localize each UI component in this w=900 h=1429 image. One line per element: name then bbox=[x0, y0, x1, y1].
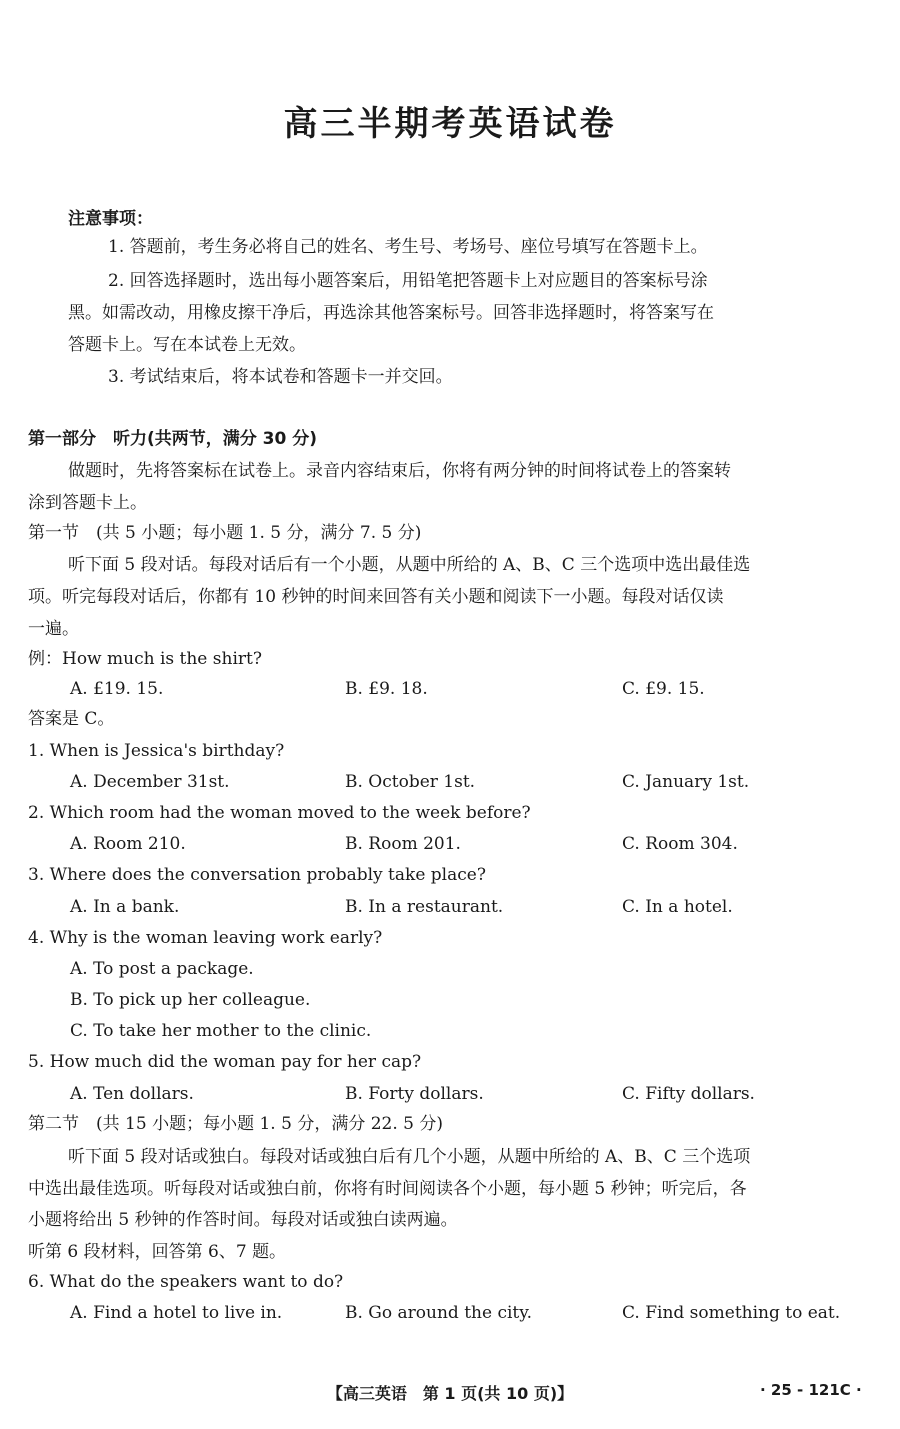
notice-heading: 注意事项： bbox=[68, 209, 153, 229]
section1-intro-2: 项。听完每段对话后，你都有 10 秒钟的时间来回答有关小题和阅读下一小题。每段对话仅读 bbox=[28, 587, 724, 607]
q2-option-c: C. Room 304. bbox=[622, 834, 738, 854]
example-answer: 答案是 C。 bbox=[28, 709, 115, 729]
q5-option-b: B. Forty dollars. bbox=[345, 1084, 484, 1104]
q6-option-c: C. Find something to eat. bbox=[622, 1303, 841, 1323]
paper-code: · 25 - 121C · bbox=[760, 1381, 862, 1399]
section1-intro-3: 一遍。 bbox=[28, 619, 79, 639]
q3-option-b: B. In a restaurant. bbox=[345, 897, 504, 917]
example-question: 例：How much is the shirt? bbox=[28, 649, 262, 669]
q1-option-b: B. October 1st. bbox=[345, 772, 476, 792]
part1-heading: 第一部分 听力(共两节，满分 30 分) bbox=[28, 429, 318, 449]
example-option-c: C. £9. 15. bbox=[622, 679, 705, 699]
q2-option-b: B. Room 201. bbox=[345, 834, 461, 854]
page-footer: 【高三英语 第 1 页(共 10 页)】 bbox=[326, 1384, 574, 1403]
section2-intro-1: 听下面 5 段对话或独白。每段对话或独白后有几个小题，从题中所给的 A、B、C 三个选项 bbox=[68, 1147, 751, 1167]
q4-option-c: C. To take her mother to the clinic. bbox=[70, 1021, 372, 1041]
section2-heading: 第二节 (共 15 小题；每小题 1. 5 分，满分 22. 5 分) bbox=[28, 1114, 444, 1134]
section2-intro-2: 中选出最佳选项。听每段对话或独白前，你将有时间阅读各个小题，每小题 5 秒钟；听完后，各 bbox=[28, 1179, 747, 1199]
section2-intro-3: 小题将给出 5 秒钟的作答时间。每段对话或独白读两遍。 bbox=[28, 1210, 458, 1230]
page-title: 高三半期考英语试卷 bbox=[283, 104, 617, 144]
notice-item-2-cont2: 答题卡上。写在本试卷上无效。 bbox=[68, 335, 306, 355]
part1-intro-1: 做题时，先将答案标在试卷上。录音内容结束后，你将有两分钟的时间将试卷上的答案转 bbox=[68, 461, 731, 481]
notice-item-3: 3. 考试结束后，将本试卷和答题卡一并交回。 bbox=[108, 367, 453, 387]
question-2: 2. Which room had the woman moved to the week before? bbox=[28, 803, 531, 823]
example-option-b: B. £9. 18. bbox=[345, 679, 428, 699]
notice-item-2-cont: 黑。如需改动，用橡皮擦干净后，再选涂其他答案标号。回答非选择题时，将答案写在 bbox=[68, 303, 714, 323]
q5-option-c: C. Fifty dollars. bbox=[622, 1084, 755, 1104]
section1-heading: 第一节 (共 5 小题；每小题 1. 5 分，满分 7. 5 分) bbox=[28, 523, 422, 543]
q4-option-a: A. To post a package. bbox=[70, 959, 254, 979]
q4-option-b: B. To pick up her colleague. bbox=[70, 990, 311, 1010]
q1-option-c: C. January 1st. bbox=[622, 772, 750, 792]
question-1: 1. When is Jessica's birthday? bbox=[28, 741, 285, 761]
question-3: 3. Where does the conversation probably take place? bbox=[28, 865, 486, 885]
notice-item-2: 2. 回答选择题时，选出每小题答案后，用铅笔把答题卡上对应题目的答案标号涂 bbox=[108, 271, 708, 291]
q2-option-a: A. Room 210. bbox=[70, 834, 186, 854]
q6-option-b: B. Go around the city. bbox=[345, 1303, 532, 1323]
q3-option-a: A. In a bank. bbox=[70, 897, 180, 917]
notice-item-1: 1. 答题前，考生务必将自己的姓名、考生号、考场号、座位号填写在答题卡上。 bbox=[108, 237, 708, 257]
q6-option-a: A. Find a hotel to live in. bbox=[70, 1303, 283, 1323]
question-5: 5. How much did the woman pay for her cap? bbox=[28, 1052, 422, 1072]
question-4: 4. Why is the woman leaving work early? bbox=[28, 928, 383, 948]
material-6-note: 听第 6 段材料，回答第 6、7 题。 bbox=[28, 1242, 287, 1262]
question-6: 6. What do the speakers want to do? bbox=[28, 1272, 344, 1292]
q1-option-a: A. December 31st. bbox=[70, 772, 230, 792]
q5-option-a: A. Ten dollars. bbox=[70, 1084, 194, 1104]
example-option-a: A. £19. 15. bbox=[70, 679, 164, 699]
part1-intro-2: 涂到答题卡上。 bbox=[28, 493, 147, 513]
section1-intro-1: 听下面 5 段对话。每段对话后有一个小题，从题中所给的 A、B、C 三个选项中选出最佳选 bbox=[68, 555, 751, 575]
q3-option-c: C. In a hotel. bbox=[622, 897, 733, 917]
